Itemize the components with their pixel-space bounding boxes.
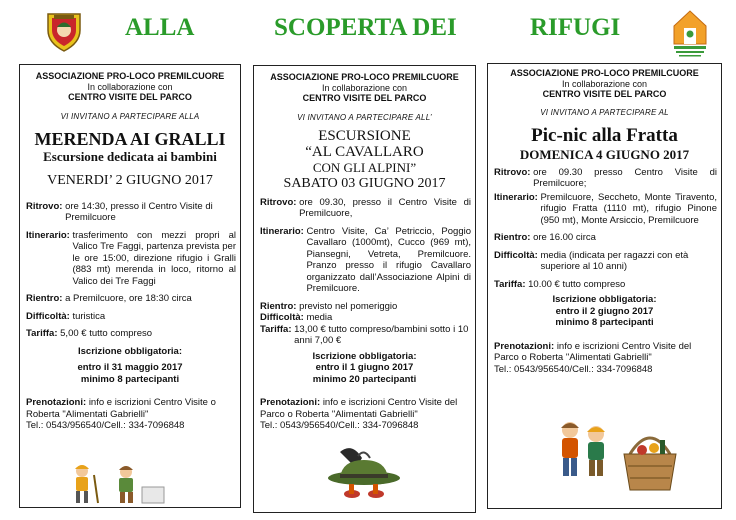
- event-panel-picnic: [487, 63, 722, 509]
- event-panel-merenda: [19, 64, 241, 508]
- tariffa-value: 13,00 € tutto compreso/bambini sotto i 10 anni 7,00 €: [294, 323, 469, 346]
- invite-line: VI INVITANO A PARTECIPARE AL: [540, 107, 669, 117]
- phone-contacts: Tel.: 0543/956540/Cell.: 334-7096848: [26, 420, 185, 431]
- iscrizione-minimum: minimo 8 partecipanti: [555, 317, 654, 328]
- phone-contacts: Tel.: 0543/956540/Cell.: 334-7096848: [260, 420, 419, 431]
- event-date: DOMENICA 4 GIUGNO 2017: [519, 146, 690, 162]
- phone-contacts: Tel.: 0543/956540/Cell.: 334-7096848: [494, 363, 653, 375]
- centri-visita-house-emblem-icon: [670, 6, 710, 58]
- difficolta-value: media: [306, 312, 333, 323]
- difficolta-label: Difficoltà:: [260, 312, 304, 323]
- event-title-line3: CON GLI ALPINI”: [312, 159, 417, 175]
- ritrovo-value: ore 14:30, presso il Centro Visite di Premilcuore: [65, 200, 213, 223]
- difficolta-value: turistica: [72, 310, 106, 322]
- event-date: VENERDI’ 2 GIUGNO 2017: [47, 172, 213, 188]
- alpine-hat-illustration: [318, 444, 410, 506]
- ritrovo-label: Ritrovo:: [26, 200, 63, 212]
- itinerario-value: Premilcuore, Seccheto, Monte Tiravento, rifugio Fratta (1110 mt), rifugio Pinone (950 mt), Monte Arsiccio, Premilcuore: [540, 191, 717, 226]
- itinerario-label: Itinerario:: [26, 229, 70, 241]
- iscrizione-heading: Iscrizione obbligatoria:: [552, 294, 657, 305]
- iscrizione-deadline: entro il 1 giugno 2017: [315, 362, 414, 373]
- itinerario-value: Centro Visite, Ca’ Petriccio, Poggio Cavallaro (1000mt), Cucco (969 mt), Piansegni, Vetreta, Premilcuore. Pranzo presso il rifugio Cavallaro organizzato dall’Associazione Alpini di Premilcuore.: [306, 225, 471, 294]
- difficolta-label: Difficoltà:: [26, 310, 70, 322]
- itinerario-label: Itinerario:: [260, 225, 304, 237]
- iscrizione-deadline: entro il 31 maggio 2017: [77, 362, 183, 373]
- prenotazioni-value: info e iscrizioni Centro Visite del Parco o Roberta "Alimentati Gabrielli": [494, 340, 692, 363]
- tariffa-label: Tariffa:: [494, 278, 526, 290]
- banner-word-scoperta: SCOPERTA DEI: [274, 14, 457, 41]
- picnic-illustration: [538, 418, 708, 502]
- event-panel-cavallaro: [253, 65, 476, 513]
- prenotazioni-value: info e iscrizioni Centro Visite del Parco o Roberta "Alimentati Gabrielli": [260, 397, 458, 420]
- event-title: Pic-nic alla Fratta: [531, 124, 678, 146]
- prenotazioni-label: Prenotazioni:: [494, 340, 555, 352]
- prenotazioni-label: Prenotazioni:: [260, 397, 321, 408]
- event-subtitle: Escursione dedicata ai bambini: [43, 148, 217, 164]
- collab-text: In collaborazione con: [321, 82, 408, 93]
- invite-line: VI INVITANO A PARTECIPARE ALL’: [297, 112, 432, 122]
- difficolta-label: Difficoltà:: [494, 249, 538, 261]
- event-date: SABATO 03 GIUGNO 2017: [283, 175, 446, 191]
- tariffa-label: Tariffa:: [26, 328, 58, 339]
- kids-hiking-illustration: [64, 463, 174, 505]
- collab-text: In collaborazione con: [87, 81, 173, 92]
- park-center: CENTRO VISITE DEL PARCO: [302, 93, 427, 103]
- iscrizione-heading: Iscrizione obbligatoria:: [78, 345, 182, 357]
- org-name: ASSOCIAZIONE PRO-LOCO PREMILCUORE: [270, 72, 459, 82]
- ritrovo-label: Ritrovo:: [494, 166, 531, 178]
- itinerario-value: trasferimento con mezzi propri al Valico Tre Faggi, partenza prevista per le ore 15:00, direzione rifugio i Gralli (883 mt) merenda in loco, ritorno al Valico dei Tre Faggi: [72, 229, 236, 287]
- tariffa-value: 5,00 € tutto compreso: [60, 328, 153, 339]
- pro-loco-shield-emblem-icon: [44, 10, 84, 52]
- event-title-line1: ESCURSIONE: [318, 127, 411, 144]
- iscrizione-heading: Iscrizione obbligatoria:: [312, 350, 417, 362]
- park-center: CENTRO VISITE DEL PARCO: [68, 92, 192, 102]
- rientro-value: previsto nel pomeriggio: [299, 300, 398, 312]
- collab-text: In collaborazione con: [561, 78, 648, 89]
- rientro-label: Rientro:: [26, 293, 63, 304]
- itinerario-label: Itinerario:: [494, 191, 538, 203]
- iscrizione-deadline: entro il 2 giugno 2017: [555, 305, 654, 317]
- prenotazioni-label: Prenotazioni:: [26, 397, 87, 408]
- iscrizione-minimum: minimo 8 partecipanti: [80, 373, 180, 385]
- tariffa-value: 10.00 € tutto compreso: [528, 278, 626, 290]
- tariffa-label: Tariffa:: [260, 323, 292, 335]
- banner-word-alla: ALLA: [125, 14, 195, 41]
- org-name: ASSOCIAZIONE PRO-LOCO PREMILCUORE: [35, 71, 225, 81]
- event-title: MERENDA AI GRALLI: [34, 128, 226, 149]
- banner-word-rifugi: RIFUGI: [530, 14, 621, 41]
- rientro-value: a Premilcuore, ore 18:30 circa: [65, 293, 192, 304]
- rientro-value: ore 16.00 circa: [533, 232, 596, 243]
- invite-line: VI INVITANO A PARTECIPARE ALLA: [60, 111, 200, 121]
- difficolta-value: media (indicata per ragazzi con età superiore al 10 anni): [540, 249, 689, 272]
- prenotazioni-value: info e iscrizioni Centro Visite o Roberta "Alimentati Gabrielli": [26, 397, 216, 420]
- ritrovo-value: ore 09.30, presso il Centro Visite di Premilcuore,: [299, 196, 471, 219]
- park-center: CENTRO VISITE DEL PARCO: [542, 89, 667, 99]
- rientro-label: Rientro:: [260, 300, 297, 312]
- iscrizione-minimum: minimo 20 partecipanti: [312, 373, 417, 385]
- ritrovo-value: ore 09.30 presso Centro Visite di Premilcuore;: [533, 166, 717, 189]
- ritrovo-label: Ritrovo:: [260, 196, 297, 208]
- org-name: ASSOCIAZIONE PRO-LOCO PREMILCUORE: [510, 68, 699, 78]
- rientro-label: Rientro:: [494, 232, 531, 243]
- event-title-line2: “AL CAVALLARO: [305, 143, 424, 160]
